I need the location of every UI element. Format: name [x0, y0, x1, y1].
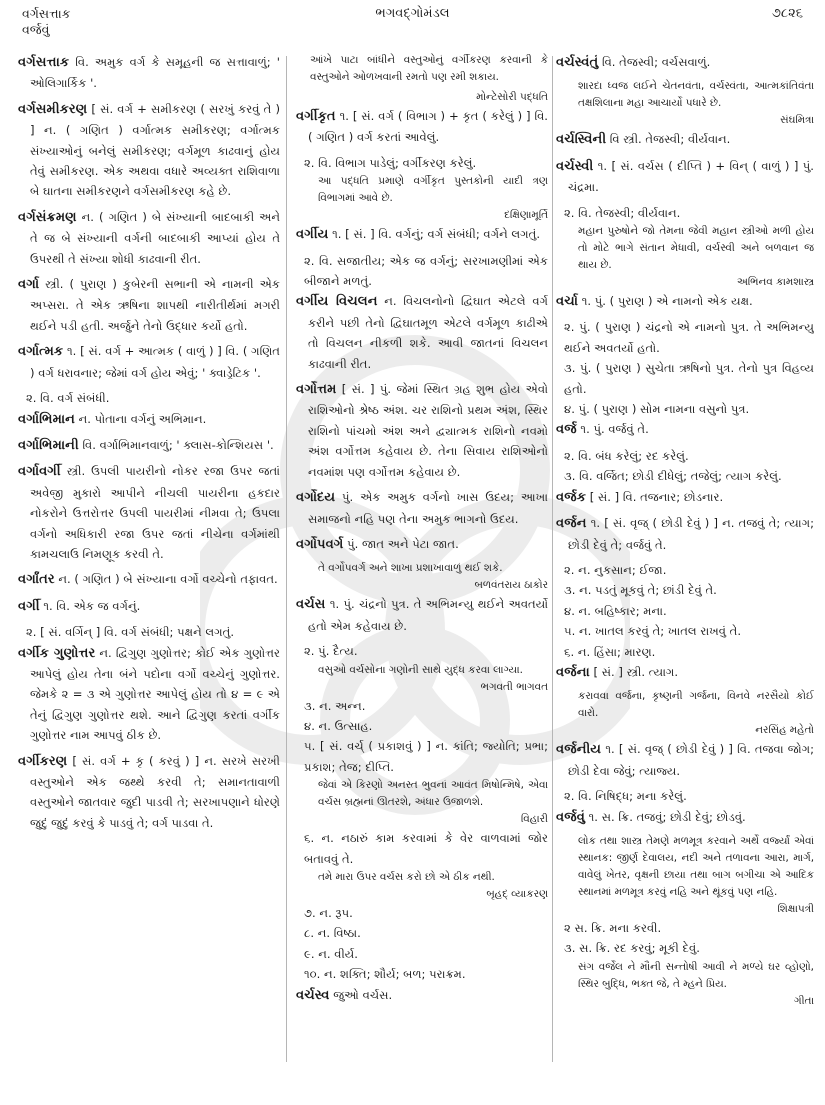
definition: વિ. તેજસ્વી; વર્ચસવાળું. — [601, 55, 711, 69]
sense: ૩. ન. પડતું મૂકવું તે; છાંડી દેવું તે. — [564, 583, 717, 598]
headword: વર્જ — [556, 422, 577, 438]
headword: વર્ગીય વિચલન — [296, 294, 378, 310]
dictionary-entry — [556, 739, 814, 781]
headword: વર્ગસમીકરણ — [18, 101, 88, 117]
sense: ૨ સ. ક્રિ. મના કરવી. — [564, 920, 662, 935]
headword: વર્ગાભિમાની — [18, 437, 79, 453]
dictionary-entry — [296, 106, 548, 148]
dictionary-entry — [18, 52, 280, 94]
sense: ૩. ન. અન્ન. — [304, 698, 366, 713]
headword: વર્ગાત્મક — [18, 344, 64, 360]
sense: ૨. વિ. બંધ કરેલું; રદ કરેલું. — [564, 448, 689, 463]
guide-word-first: વર્ગસત્તાક — [22, 6, 71, 21]
quote-source: બળવંતરાય ઠાકોર — [474, 579, 548, 592]
headword: વર્ચસ્વંતું — [556, 55, 599, 70]
dictionary-entry — [296, 534, 548, 555]
sense: ૮. ન. વિષ્ઠા. — [304, 926, 361, 941]
sense: ૨. [ સં. વર્ગિન્ ] વિ. વર્ગ સંબંધી; પક્ષને લગતું. — [26, 625, 234, 640]
usage-quote: કરાવવા વર્જના, કૃષ્ણની ગર્જના, વિનવે નરસૈયો કોઈ વારો. — [578, 690, 814, 720]
quote-source: શિક્ષાપત્રી — [777, 902, 814, 915]
page-title: ભગવદ્ગોમંડલ — [375, 6, 450, 21]
definition: ૧. [ સં. વૃજ્ ( છોડી દેવું ) ] ન. તજવું તે; ત્યાગ; છોડી દેવું તે; વર્જવું તે. — [568, 516, 814, 552]
definition: સ્ત્રી. ઉપલી પાયરીનો નોકર રજા ઉપર જતાં અવેજી મુકારો આપીને નીચલી પાયરીના હકદાર નોકરોને ઉત્તરોત્તર ઉપલી પાયરીમાં નીમવા તે; ઉપલા વર્ગનો અધિકારી રજા ઉપર જતાં નીચેના વર્ગમાંથી કામચલાઉ નિમણૂક કરવી તે. — [30, 464, 280, 561]
definition: ન. પોતાના વર્ગનું અભિમાન. — [78, 411, 207, 426]
headword: વર્ગીય — [296, 227, 329, 243]
guide-word-last: વર્જવું — [22, 22, 50, 37]
headword: વર્ગાભિમાન — [18, 411, 75, 427]
dictionary-entry — [18, 569, 280, 590]
quote-source: મોન્ટેસોરી પદ્ધતિ — [476, 91, 548, 103]
sense: ૪. ન. બહિષ્કાર; મના. — [564, 603, 667, 618]
headword: વર્ગાંતર — [18, 572, 55, 588]
dictionary-entry — [18, 643, 280, 746]
sense: ૨. વિ. તેજસ્વી; વીર્યવાન. — [564, 205, 681, 220]
definition: ન. ( ગણિત ) બે સંખ્યાના વર્ગો વચ્ચેનો તફાવત. — [58, 572, 278, 587]
headword: વર્ગીકરણ — [18, 753, 68, 769]
quote-source: અભિનવ કામશાસ્ત્ર — [736, 276, 814, 289]
usage-quote: તમે મારા ઉપર વર્ચસ કરો છો એ ઠીક નથી. — [318, 870, 495, 883]
dictionary-entry — [18, 596, 280, 617]
sense: ૪. પું. ( પુરાણ ) સોમ નામના વસુનો પુત્ર. — [564, 402, 750, 417]
dictionary-entry — [556, 807, 814, 828]
headword: વર્જના — [556, 664, 590, 680]
dictionary-entry — [296, 487, 548, 529]
definition: પું. જાત અને પેટા જાત. — [347, 536, 459, 551]
dictionary-entry — [18, 751, 280, 834]
definition: [ સં. ] સ્ત્રી. ત્યાગ. — [593, 664, 679, 679]
definition: ૧. [ સં. વૃજ્ ( છોડી દેવું ) ] વિ. તજવા જોગ; છોડી દેવા જેવું; ત્યાજ્ય. — [568, 742, 814, 778]
dictionary-entry — [18, 461, 280, 564]
column-2 — [296, 52, 548, 1102]
dictionary-entry — [556, 129, 814, 150]
definition: ૧. [ સં. વર્ગ ( વિભાગ ) + કૃત ( કરેલું ) ] વિ. ( ગણિત ) વર્ગ કરતાં આવેલું. — [308, 109, 548, 145]
definition: [ સં. વર્ગ + કૃ ( કરવું ) ] ન. સરખે સરખી વસ્તુઓને એક જથ્થે કરવી તે; સમાનતાવાળી વસ્તુઓને જાતવાર જુદી પાડવી તે; સરખાપણાને ધોરણે જુદું જુદું કરવું કે પાડવું તે; વર્ગ પાડવા તે. — [30, 753, 280, 830]
dictionary-entry — [296, 379, 548, 482]
column-1 — [18, 52, 280, 1102]
headword: વર્ગીકૃત — [296, 109, 336, 124]
definition: વિ. અમુક વર્ગ કે સમૂહની જ સત્તાવાળું; ' ઓલિગાર્કિક '. — [30, 55, 280, 91]
sense: ૬. ન. હિંસા; મારણ. — [564, 644, 656, 659]
definition: ૧. [ સં. ] વિ. વર્ગનું; વર્ગ સંબંધી; વર્ગને લગતું. — [332, 227, 541, 242]
dictionary-entry — [556, 513, 814, 555]
definition: વિ સ્ત્રી. તેજસ્વી; વીર્યવાન. — [609, 132, 731, 147]
dictionary-entry — [556, 52, 814, 73]
headword: વર્ચસ્વ — [296, 987, 330, 1003]
sense: ૨. વિ. વિભાગ પાડેલું; વર્ગીકરણ કરેલું. — [304, 155, 477, 170]
headword: વર્જક — [556, 489, 587, 505]
usage-quote: મહાન પુરુષોને જો તેમના જેવી મહાન સ્ત્રીઓ મળી હોય તો મોટે ભાગે સંતાન મેધાવી, વર્ચસ્વી અને બળવાન જ થાય છે. — [578, 225, 814, 272]
definition: [ સં. ] વિ. તજનાર; છોડનાર. — [589, 489, 724, 504]
dictionary-entry — [18, 341, 280, 383]
quote-source: નરસિંહ મહેતો — [755, 724, 814, 737]
sense: ૨. પું. ( પુરાણ ) ચંદ્રનો એ નામનો પુત્ર. તે અભિમન્યુ થઈને અવતર્યો હતો. — [564, 320, 814, 355]
dictionary-entry — [556, 662, 814, 683]
sense: ૨. વિ. નિષિદ્ધ; મના કરેલું. — [564, 789, 687, 804]
usage-quote: આ પદ્ધતિ પ્રમાણે વર્ગીકૃત પુસ્તકોની યાદી ત્રણ વિભાગમાં આવે છે. — [318, 175, 548, 205]
sense: ૩. વિ. વર્જિત; છોડી દીધેલું; તજેલું; ત્યાગ કરેલું. — [564, 469, 782, 484]
sense: ૯. ન. વીર્ય. — [304, 946, 358, 961]
sense: ૨. વિ. સજાતીય; એક જ વર્ગનું; સરખામણીમાં એક બીજાને મળતું. — [304, 253, 548, 289]
dictionary-entry — [18, 274, 280, 336]
definition: [ સં. વર્ગ + સમીકરણ ( સરખું કરવું તે ) ] ન. ( ગણિત ) વર્ગાત્મક સમીકરણ; વર્ગાત્મક સંખ્યાઓનું બનેલું સમીકરણ; વર્ગમૂળ કાઢવાનું હોય તેવું સમીકરણ. એક અથવા વધારે અવ્યક્ત રાશિવાળા બે ઘાતના સમીકરણને વર્ગસમીકરણ કહે છે. — [30, 101, 280, 199]
quote-source: વિહારી — [520, 813, 548, 826]
dictionary-entry — [556, 487, 814, 508]
dictionary-entry — [556, 419, 814, 440]
sense: ૨. પું. દૈત્ય. — [304, 644, 358, 659]
page-number: ૭૮૨૬ — [771, 6, 803, 21]
sense: ૬. ન. નઠારું કામ કરવામાં કે વેર વાળવામાં જોર બતાવવું તે. — [304, 831, 548, 866]
headword: વર્ગસંક્રમણ — [18, 209, 77, 225]
sense: ૩. પું. ( પુરાણ ) સુચેતા ઋષિનો પુત્ર. તેનો પુત્ર વિહવ્ય હતો. — [564, 361, 814, 396]
headword: વર્ગી — [18, 598, 40, 614]
sense: ૭. ન. રૂપ. — [304, 905, 353, 920]
sense: ૫. ન. ખાતલ કરવું તે; ખાતલ રાખવું તે. — [564, 624, 742, 639]
headword: વર્ચા — [556, 294, 578, 310]
headword: વર્ગોદય — [296, 490, 336, 506]
definition: ન. ( ગણિત ) બે સંખ્યાની બાદબાકી અને તે જ બે સંખ્યાની વર્ગની બાદબાકી આપ્યાં હોય તે ઉપરથી તે સંખ્યા શોધી કાઢવાની રીત. — [30, 209, 280, 266]
sense: ૨. વિ. વર્ગ સંબંધી. — [26, 391, 110, 406]
column-divider — [552, 56, 553, 1062]
quote-source: ભગવતી ભાગવત — [480, 680, 548, 693]
sense: ૨. ન. નુકસાન; ઈજા. — [564, 562, 667, 577]
usage-quote: વસુઓ વર્ચસોના ગણોની સાથે યુદ્ધ કરવા લાગ્યા. — [318, 663, 523, 676]
definition: ૧. [ સં. વર્ગ + આત્મક ( વાળું ) ] વિ. ( ગણિત ) વર્ગ ધરાવનાર; જેમાં વર્ગ હોય એવું; ' ક્વાડ્રેટિક '. — [30, 344, 280, 380]
definition: ૧. [ સં. વર્ચસ ( દીપ્તિ ) + વિન્ ( વાળું ) ] પું. ચંદ્રમા. — [568, 158, 814, 195]
headword: વર્જનીય — [556, 742, 602, 758]
headword: વર્ગાવર્ગી — [18, 464, 61, 480]
quote-source: ગીતા — [794, 994, 814, 1007]
dictionary-entry — [296, 291, 548, 374]
headword: વર્જવું — [556, 809, 585, 825]
headword: વર્ગીક ગુણોત્તર — [18, 645, 96, 661]
definition: ૧. સ. ક્રિ. તજવું; છોડી દેવું; છોડવું. — [588, 809, 746, 824]
headword: વર્ચસ્વિની — [556, 132, 607, 148]
usage-quote: જેવાં એ કિરણો અનસ્ત ભુવનાં આવંત મિષોન્મિષે, એવા વર્ચસ બ્રહ્મનાં ઊતરશે, અંધાર ઉજાળશે. — [318, 779, 548, 809]
headword: વર્ગા — [18, 277, 40, 293]
quote-source: બૃહદ્ વ્યાકરણ — [486, 887, 548, 900]
definition: [ સં. ] પું. જેમાં સ્થિત ગ્રહ શુભ હોય એવો રાશિઓનો શ્રેષ્ઠ અંશ. ચર રાશિનો પ્રથમ અંશ, સ્થિર રાશિનો પાંચમો અંશ અને દ્વ્યાત્મક રાશિનો નવમો અંશ વર્ગોત્તમ કહેવાય છે. તેના સિવાય રાશિઓનો નવમાંશ પણ વર્ગોત્તમ કહેવાય છે. — [308, 382, 548, 479]
definition: ન. વિચલનોનો દ્વિઘાત એટલે વર્ગ કરીને પછી તેનો દ્વિઘાતમૂળ એટલે વર્ગમૂળ કાઢીએ તો વિચલન નીકળી શકે. આવી જાતનાં વિચલન કાઢવાની રીત. — [308, 294, 548, 371]
dictionary-entry — [556, 156, 814, 198]
definition: વિ. વર્ગાભિમાનવાળું; ' ક્લાસ-કોન્શિયસ '. — [82, 437, 274, 452]
column-divider — [286, 56, 287, 1062]
sense: ૪. ન. ઉત્સાહ. — [304, 718, 373, 733]
headword: વર્ગોપવર્ગ — [296, 536, 344, 552]
sense: ૩. સ. ક્રિ. રદ કરવું; મૂકી દેવું. — [564, 941, 700, 956]
quote-source: સંઘમિત્રા — [780, 114, 814, 127]
dictionary-entry — [18, 409, 280, 430]
dictionary-columns — [14, 52, 814, 1102]
sense: ૫. [ સં. વર્ચ્ ( પ્રકાશવું ) ] ન. કાંતિ; જ્યોતિ; પ્રભા; પ્રકાશ; તેજ; દીપ્તિ. — [304, 739, 548, 774]
dictionary-entry — [18, 207, 280, 269]
column-3 — [556, 52, 814, 1102]
definition: ૧. પું. ચંદ્રનો પુત્ર. તે અભિમન્યુ થઈને અવતર્યો હતો એમ કહેવાય છે. — [308, 597, 548, 633]
definition: પું. એક અમુક વર્ગનો ખાસ ઉદય; આખા સમાજનો નહિ પણ તેના અમુક ભાગનો ઉદય. — [308, 490, 548, 526]
definition: ૧. પું. વર્જવું તે. — [580, 422, 649, 437]
definition: જુઓ વર્ચસ. — [333, 987, 393, 1002]
usage-quote: તે વર્ગોપવર્ગ અને શાખા પ્રશાખાવાળું થઈ શકે. — [318, 562, 503, 575]
continued-quote: આંખે પાટા બાંધીને વસ્તુઓનું વર્ગીકરણ કરવાની કે વસ્તુઓને ઓળખવાની રમતો પણ રમી શકાય. — [310, 54, 548, 83]
dictionary-entry — [556, 291, 814, 312]
quote-source: દક્ષિણામૂર્તિ — [504, 209, 548, 222]
dictionary-entry — [296, 985, 548, 1006]
usage-quote: શારદા ધ્વજ લઈને ચેતનવંતા, વર્ચસ્વંતા, આત્મકાંતિવંતા તક્ષશિલાના મહા આચાર્યો પધારે છે. — [578, 80, 814, 110]
headword: વર્ચસ — [296, 597, 326, 613]
dictionary-entry — [18, 99, 280, 202]
dictionary-entry — [296, 594, 548, 636]
definition: સ્ત્રી. ( પુરાણ ) કુબેરની સભાની એ નામની એક અપ્સરા. તે એક ઋષિના શાપથી નારીતીર્થમાં મગરી થઈને પડી હતી. અર્જુને તેનો ઉદ્ધાર કર્યો હતો. — [30, 277, 280, 333]
dictionary-entry — [296, 224, 548, 245]
page-header — [0, 0, 825, 48]
headword: વર્ગસત્તાક — [18, 55, 70, 70]
definition: ૧. પું. ( પુરાણ ) એ નામનો એક યક્ષ. — [581, 294, 753, 309]
usage-quote: લોક તથા શાસ્ત્ર તેમણે મળમૂત્ર કરવાને અર્થે વર્જ્યાં એવાં સ્થાનક: જીર્ણ દેવાલય, નદી અને તળાવના આરા, માર્ગ, વાવેલું ખેતર, વૃક્ષની છાયા તથા બાગ બગીચા એ આદિક સ્થાનમાં મળમૂત્ર કરવું નહિ અને થૂંકવું પણ નહિ. — [578, 834, 814, 898]
headword: વર્જન — [556, 516, 587, 532]
definition: ૧. વિ. એક જ વર્ગનું. — [43, 598, 141, 613]
headword: વર્ગોત્તમ — [296, 382, 337, 398]
dictionary-entry — [18, 435, 280, 456]
definition: ન. દ્વિગુણ ગુણોત્તર; કોઈ એક ગુણોત્તર આપેલું હોય તેના બંને પદોના વર્ગો વચ્ચેનું ગુણોત્તર. જેમકે ૨ = ૩ એ ગુણોત્તર આપેલું હોય તો ૪ = ૯ એ તેનું દ્વિગુણ ગુણોત્તર થશે. આને દ્વિગુણ કરતાં વર્ગીક ગુણોત્તર નામ આપવું ઠીક છે. — [30, 645, 280, 743]
usage-quote: સંગ વર્જેલ ને મૌની સન્તોષી આવી ને મળ્યે ઘર વ્હોણો, સ્થિર બુદ્ધિ, ભક્ત જે, તે મ્હને પ્રિય. — [578, 960, 814, 990]
sense: ૧૦. ન. શક્તિ; શૌર્ય; બળ; પરાક્રમ. — [304, 967, 466, 982]
headword: વર્ચસ્વી — [556, 158, 594, 174]
